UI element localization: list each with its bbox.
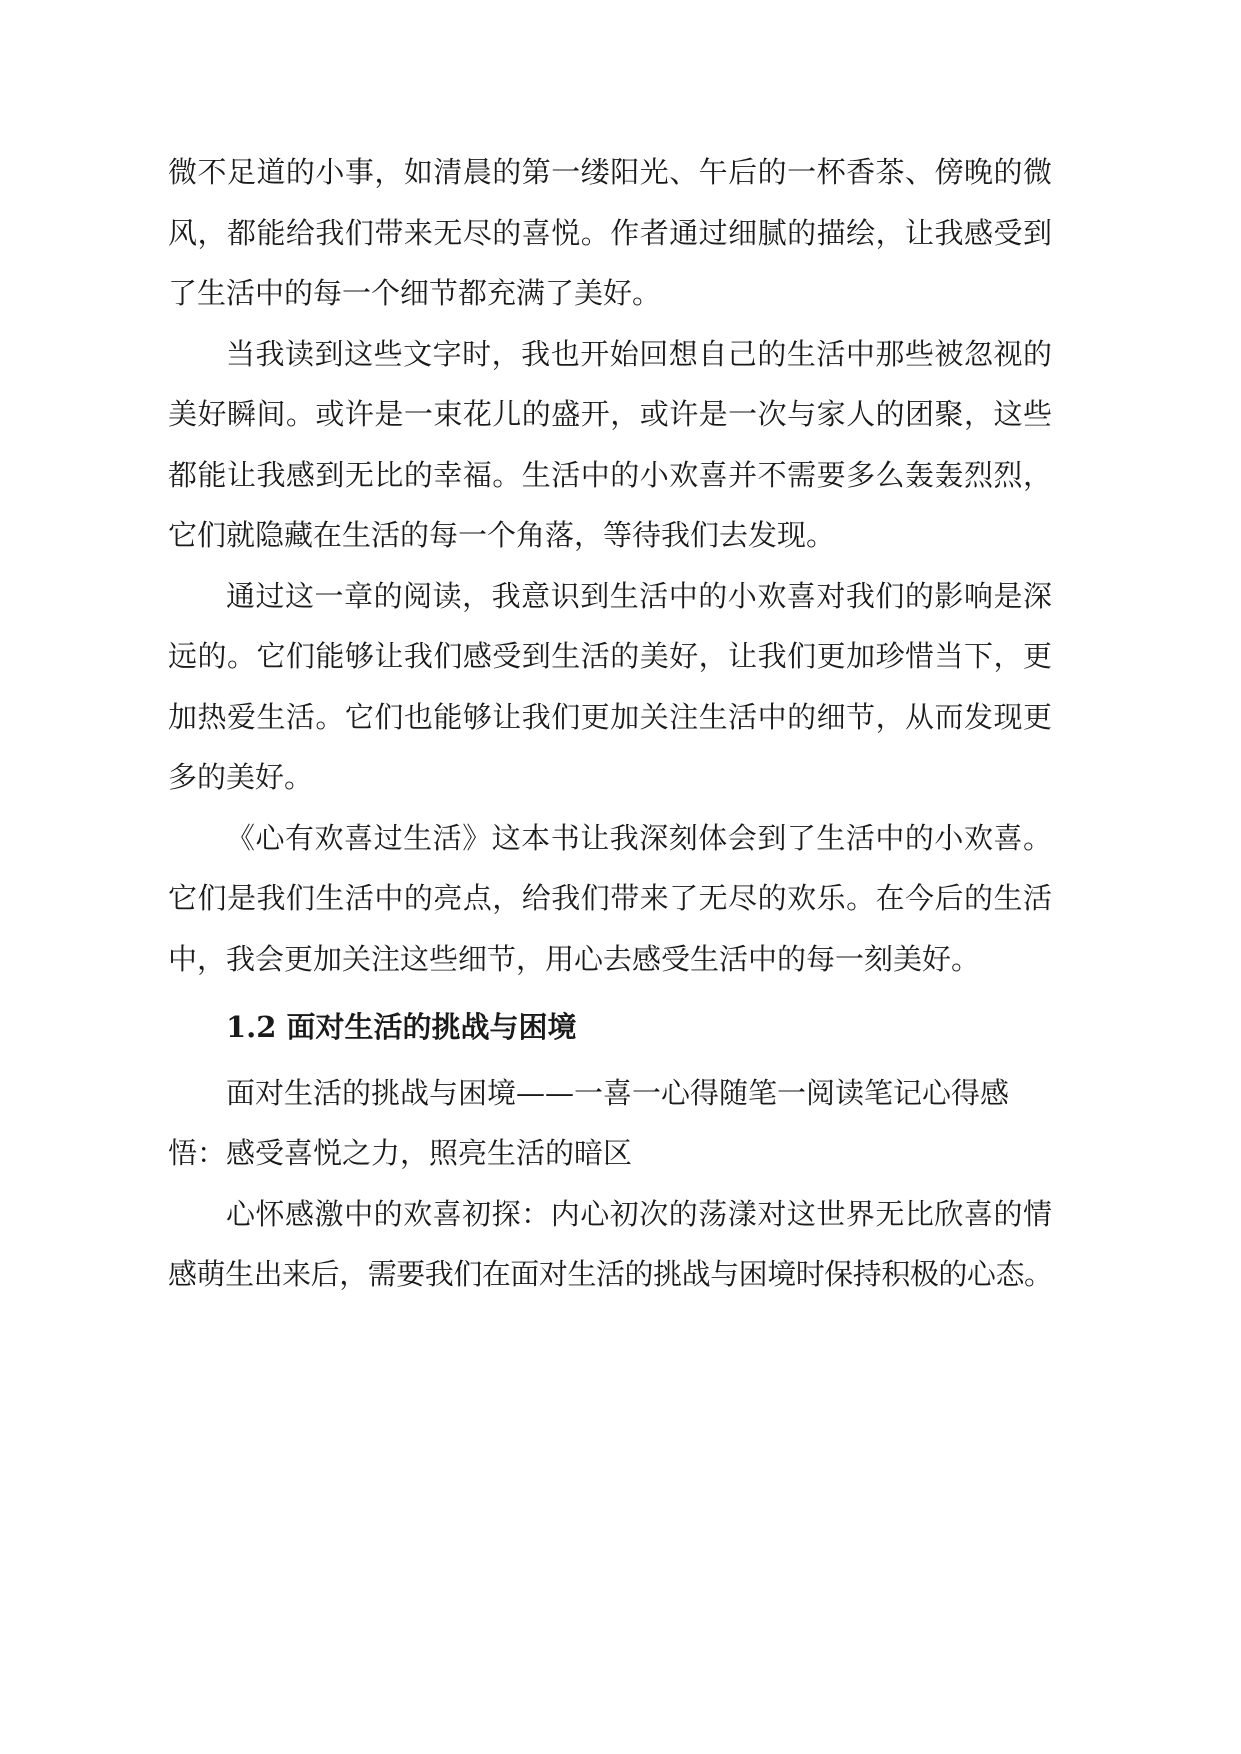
text-line: 面对生活的挑战与困境——一喜一心得随笔一阅读笔记心得感 — [226, 1075, 1010, 1110]
text-line: 远的。它们能够让我们感受到生活的美好，让我们更加珍惜当下，更 — [168, 639, 1052, 673]
document-page — [168, 142, 1052, 1305]
text-line: 它们是我们生活中的亮点，给我们带来了无尽的欢乐。在今后的生活 — [168, 881, 1052, 915]
text-line: 美好瞬间。或许是一束花儿的盛开，或许是一次与家人的团聚，这些 — [168, 397, 1052, 431]
text-line: 多的美好。 — [168, 760, 314, 794]
text-line: 风，都能给我们带来无尽的喜悦。作者通过细腻的描绘，让我感受到 — [168, 215, 1052, 250]
paragraph-3 — [168, 566, 1052, 808]
section-paragraph-2 — [168, 1184, 1052, 1305]
text-line: 感萌生出来后，需要我们在面对生活的挑战与困境时保持积极的心态。 — [168, 1257, 1052, 1291]
text-line: 《心有欢喜过生活》这本书让我深刻体会到了生活中的小欢喜。 — [226, 820, 1052, 855]
text-line: 它们就隐藏在生活的每一个角落，等待我们去发现。 — [168, 518, 836, 552]
paragraph-2 — [168, 324, 1052, 566]
text-line: 加热爱生活。它们也能够让我们更加关注生活中的细节，从而发现更 — [168, 699, 1052, 734]
text-line: 心怀感激中的欢喜初探：内心初次的荡漾对这世界无比欣喜的情 — [226, 1196, 1052, 1231]
paragraph-4 — [168, 808, 1052, 990]
section-heading: 1.2 面对生活的挑战与困境 — [226, 1010, 577, 1044]
text-line: 通过这一章的阅读，我意识到生活中的小欢喜对我们的影响是深 — [226, 578, 1052, 613]
text-line: 悟：感受喜悦之力，照亮生活的暗区 — [168, 1136, 633, 1170]
paragraph-1 — [168, 142, 1052, 324]
text-line: 当我读到这些文字时，我也开始回想自己的生活中那些被忽视的 — [226, 336, 1052, 371]
section-paragraph-1 — [168, 1063, 1052, 1184]
text-line: 了生活中的每一个细节都充满了美好。 — [168, 276, 662, 310]
text-line: 中，我会更加关注这些细节，用心去感受生活中的每一刻美好。 — [168, 941, 981, 976]
text-line: 都能让我感到无比的幸福。生活中的小欢喜并不需要多么轰轰烈烈， — [168, 457, 1052, 492]
text-line: 微不足道的小事，如清晨的第一缕阳光、午后的一杯香茶、傍晚的微 — [168, 155, 1052, 189]
